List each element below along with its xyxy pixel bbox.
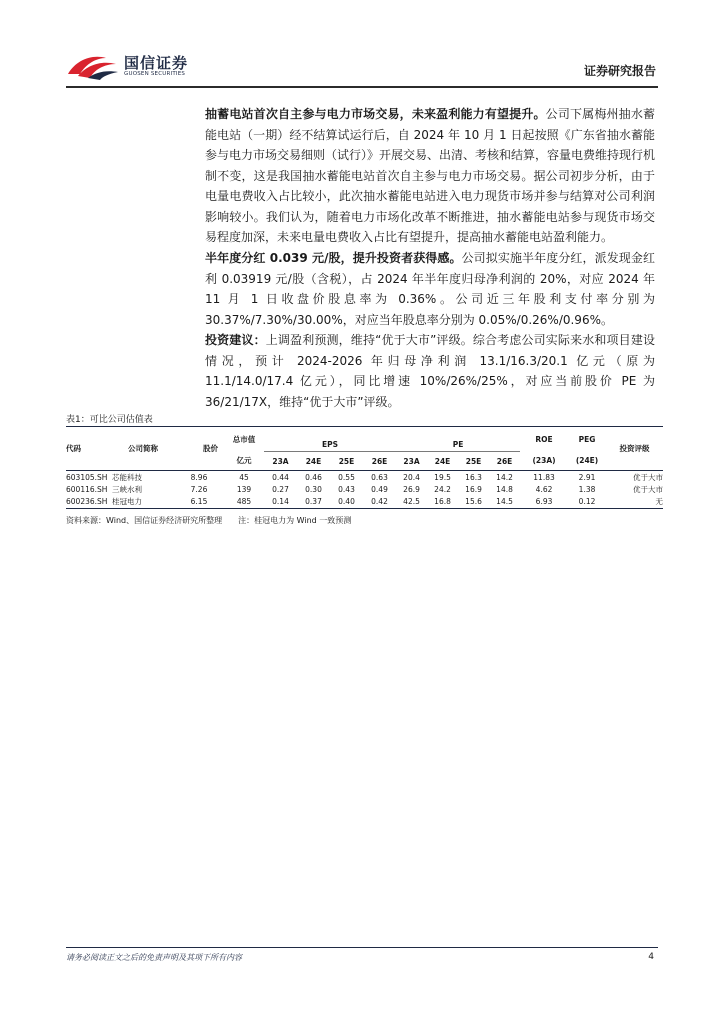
footer-divider — [66, 947, 658, 948]
header-roe: ROE — [520, 427, 568, 452]
source-note: 注：桂冠电力为 Wind 一致预测 — [238, 516, 352, 525]
cell-code: 603105.SH — [66, 471, 112, 484]
logo-chinese-name: 国信证券 — [124, 54, 189, 72]
cell-price: 6.15 — [174, 496, 224, 509]
cell-pe: 15.6 — [458, 496, 489, 509]
header-roe-sub: (23A) — [532, 456, 556, 466]
paragraph-pumped-storage — [205, 104, 655, 248]
cell-eps: 0.44 — [264, 471, 297, 484]
header-mcap-unit: 亿元 — [236, 456, 252, 466]
table-row — [66, 496, 663, 509]
paragraph-body: 公司下属梅州抽水蓄能电站（一期）经不结算试运行后，自 2024 年 10 月 1 日起按照《广东省抽水蓄能参与电力市场交易细则（试行）》开展交易、出清、考核和结算，容量电费维持现行机制不变，这是我国抽水蓄能电站首次自主参与电力市场交易。据公司初步分析，由于电量电费收入占比较小，此次抽水蓄能电站进入电力现货市场并参与结算对公司利润影响较小。我们认为，随着电力市场化改革不断推进，抽水蓄能电站参与现货市场交易程度加深，未来电量电费收入占比有望提升，提高抽水蓄能电站盈利能力。 — [205, 107, 656, 244]
header-rating: 投资评级 — [606, 427, 663, 471]
header-pe-25e: 25E — [465, 456, 482, 466]
cell-mcap: 45 — [224, 471, 264, 484]
footer-disclaimer: 请务必阅读正文之后的免责声明及其项下所有内容 — [66, 953, 242, 962]
page-header — [66, 46, 658, 88]
table-row — [66, 483, 663, 496]
cell-pe: 16.8 — [427, 496, 458, 509]
table-row — [66, 471, 663, 484]
cell-eps: 0.40 — [330, 496, 363, 509]
cell-eps: 0.63 — [363, 471, 396, 484]
cell-eps: 0.46 — [297, 471, 330, 484]
header-pe: PE — [396, 427, 520, 452]
cell-pe: 24.2 — [434, 484, 451, 494]
cell-rating: 优于大市 — [633, 484, 664, 494]
cell-rating: 无 — [606, 496, 663, 509]
header-divider — [66, 86, 658, 88]
page-number: 4 — [648, 952, 654, 962]
header-price: 股价 — [174, 427, 224, 471]
paragraph-body: 上调盈利预测，维持“优于大市”评级。综合考虑公司实际来水和项目建设情况，预计 2024-2026 年归母净利润 13.1/16.3/20.1 亿元（原为 11.1/14.0/17.4 亿元），同比增速 10%/26%/25%，对应当前股价 PE 为 36/21/17X，维持“优于大市”评级。 — [205, 333, 655, 409]
cell-eps: 0.49 — [371, 484, 388, 494]
cell-name: 桂冠电力 — [112, 496, 174, 509]
paragraph-investment-advice — [205, 330, 655, 412]
paragraph-dividend — [205, 248, 655, 330]
guosen-logo-icon — [66, 50, 120, 80]
header-peg: PEG — [568, 427, 606, 452]
cell-pe: 26.9 — [403, 484, 420, 494]
cell-mcap: 139 — [236, 484, 252, 494]
header-pe-26e: 26E — [496, 456, 513, 466]
logo-english-name: GUOSEN SECURITIES — [124, 71, 186, 77]
header-eps-26e: 26E — [371, 456, 388, 466]
cell-mcap: 485 — [224, 496, 264, 509]
cell-pe: 19.5 — [427, 471, 458, 484]
cell-eps: 0.43 — [338, 484, 355, 494]
header-eps-25e: 25E — [338, 456, 355, 466]
cell-name: 芯能科技 — [112, 471, 174, 484]
cell-pe: 42.5 — [396, 496, 427, 509]
cell-eps: 0.42 — [363, 496, 396, 509]
header-name: 公司简称 — [112, 427, 174, 471]
header-eps-23a: 23A — [272, 456, 289, 466]
paragraph-heading: 投资建议： — [205, 333, 266, 347]
cell-price: 7.26 — [190, 484, 208, 494]
cell-price: 8.96 — [174, 471, 224, 484]
cell-eps: 0.30 — [305, 484, 322, 494]
cell-eps: 0.14 — [264, 496, 297, 509]
cell-peg: 2.91 — [568, 471, 606, 484]
valuation-table — [66, 426, 663, 509]
cell-code: 600236.SH — [66, 496, 112, 509]
cell-peg: 1.38 — [578, 484, 596, 494]
cell-code: 600116.SH — [66, 484, 108, 494]
paragraph-heading: 抽蓄电站首次自主参与电力市场交易，未来盈利能力有望提升。 — [205, 107, 546, 121]
cell-pe: 16.3 — [458, 471, 489, 484]
cell-peg: 0.12 — [568, 496, 606, 509]
table-source — [66, 515, 351, 526]
cell-pe: 14.8 — [496, 484, 513, 494]
cell-pe: 20.4 — [396, 471, 427, 484]
cell-pe: 16.9 — [465, 484, 482, 494]
cell-roe: 6.93 — [520, 496, 568, 509]
header-eps: EPS — [264, 427, 396, 452]
source-text: 资料来源：Wind、国信证券经济研究所整理 — [66, 516, 223, 525]
cell-roe: 11.83 — [520, 471, 568, 484]
header-pe-23a: 23A — [403, 456, 420, 466]
header-code: 代码 — [66, 427, 112, 471]
header-eps-24e: 24E — [305, 456, 322, 466]
table-title: 表1：可比公司估值表 — [66, 415, 153, 425]
cell-pe: 14.5 — [489, 496, 520, 509]
paragraph-heading: 半年度分红 0.039 元/股，提升投资者获得感。 — [205, 251, 462, 265]
header-peg-sub: (24E) — [575, 456, 599, 466]
cell-eps: 0.27 — [272, 484, 289, 494]
guosen-logo — [66, 46, 196, 86]
header-pe-24e: 24E — [434, 456, 451, 466]
report-type-label: 证券研究报告 — [583, 64, 656, 78]
cell-pe: 14.2 — [489, 471, 520, 484]
cell-eps: 0.55 — [330, 471, 363, 484]
cell-roe: 4.62 — [535, 484, 553, 494]
header-mcap: 总市值 — [224, 427, 264, 452]
cell-rating: 优于大市 — [606, 471, 663, 484]
cell-name: 三峡水利 — [112, 484, 142, 494]
paragraph-body: 公司拟实施半年度分红，派发现金红利 0.03919 元/股（含税），占 2024 年半年度归母净利润的 20%，对应 2024 年 11 月 1 日收盘价股息率为 0.36%。公司近三年股利支付率分别为 30.37%/7.30%/30.00%，对应当年股息率分别为 0.05%/0.26%/0.96%。 — [205, 251, 655, 327]
cell-eps: 0.37 — [297, 496, 330, 509]
